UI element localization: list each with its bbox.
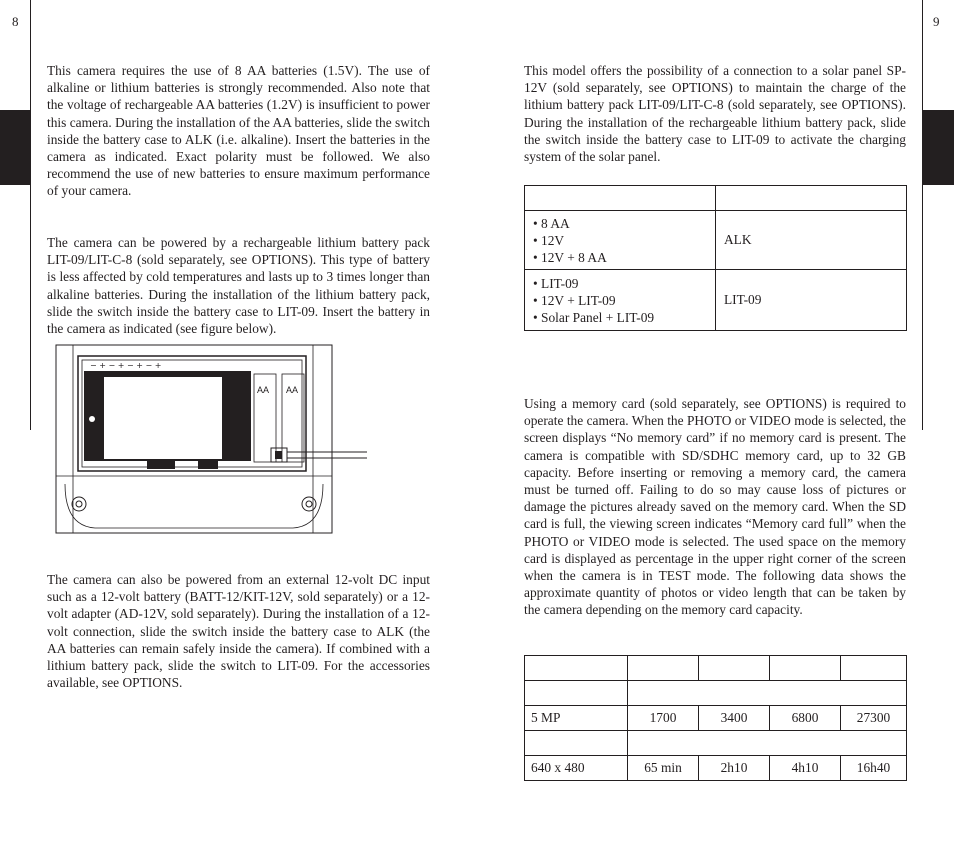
power-source-item: • LIT-09	[533, 275, 579, 291]
memory-table-video-heading-row	[525, 731, 907, 756]
page-number-right: 9	[933, 14, 940, 29]
aa-batteries-paragraph: This camera requires the use of 8 AA batteries (1.5V). The use of alkaline or lithium batteries is strongly recommended. Also note that the voltage of rechargeable AA batteries (1.2V) is insufficient to power this camera. During the installation of the AA batteries, slide the switch inside the battery case to ALK (i.e. alkaline). Insert the batteries in the camera as indicated. Exact polarity must be followed. We also recommend the use of new batteries to ensure maximum performance of your camera.	[47, 63, 430, 199]
memory-capacity-table	[524, 655, 907, 781]
table-cell: 1700	[628, 706, 699, 731]
memory-card-paragraph: Using a memory card (sold separately, see OPTIONS) is required to operate the camera. When the PHOTO or VIDEO mode is selected, the screen displays “No memory card” if no memory card is present. The camera is compatible with SD/SDHC memory card, up to 32 GB capacity. Before inserting or removing a memory card, the camera must be turned off. Failing to do so may cause loss of pictures or damage the pictures already saved on the memory card. When the SD card is full, the viewing screen indicates “Memory card full” when the PHOTO or VIDEO mode is selected. The used space on the memory card is displayed as percentage in the upper right corner of the screen when the camera is in TEST mode. The following data shows the approximate quantity of photos or video length that can be taken by the camera depending on the memory card capacity.	[524, 396, 906, 618]
table-cell: 4h10	[770, 756, 841, 781]
left-thumb-tab	[0, 110, 30, 185]
lithium-battery-paragraph: The camera can be powered by a rechargeable lithium battery pack LIT-09/LIT-C-8 (sold separately, see OPTIONS). This type of battery is less affected by cold temperatures and lasts up to 3 times longer than alkaline batteries. During the installation of the lithium battery pack, slide the switch inside the battery case to LIT-09. Insert the battery in the camera as indicated (see figure below).	[47, 235, 430, 337]
battery-table-sources	[525, 270, 716, 331]
power-source-item: • Solar Panel + LIT-09	[533, 309, 655, 325]
battery-table-sources	[525, 211, 716, 270]
table-cell: 65 min	[628, 756, 699, 781]
external-12v-paragraph: The camera can also be powered from an external 12-volt DC input such as a 12-volt battery (BATT-12/KIT-12V, sold separately) or a 12-volt adapter (AD-12V, sold separately). During the installation of a 12-volt connection, slide the switch inside the battery case to ALK (the AA batteries can remain safely inside the camera). If combined with a lithium battery pack, slide the switch to LIT-09. For the accessories available, see OPTIONS.	[47, 572, 430, 691]
page-number-left: 8	[12, 14, 19, 29]
svg-text:− + − + − + − +: − + − + − + − +	[90, 361, 162, 370]
spypoint-logo: SPYPOINT	[107, 388, 183, 405]
table-cell: 6800	[770, 706, 841, 731]
battery-switch-table	[524, 185, 907, 331]
power-source-item: • 12V	[533, 232, 565, 248]
table-cell: 2h10	[699, 756, 770, 781]
power-source-item: • 12V + 8 AA	[533, 249, 607, 265]
right-margin-line	[922, 0, 923, 430]
table-cell: 3400	[699, 706, 770, 731]
battery-table-setting: ALK	[716, 211, 907, 270]
battery-table-header-source	[525, 186, 716, 211]
table-cell: 16h40	[841, 756, 907, 781]
battery-table-row-alk	[525, 211, 907, 270]
table-cell: 640 x 480	[525, 756, 628, 781]
power-source-item: • 8 AA	[533, 215, 570, 231]
memory-table-photo-heading-row	[525, 681, 907, 706]
left-margin-line	[30, 0, 31, 430]
battery-table-header-row	[525, 186, 907, 211]
table-cell: 27300	[841, 706, 907, 731]
battery-table-row-lit09	[525, 270, 907, 331]
power-source-item: • 12V + LIT-09	[533, 292, 616, 308]
aa-label-2: AA	[286, 385, 299, 395]
aa-label-1: AA	[257, 385, 270, 395]
battery-compartment-figure	[55, 344, 369, 534]
table-cell: 5 MP	[525, 706, 628, 731]
right-thumb-tab	[923, 110, 954, 185]
memory-table-header-row	[525, 656, 907, 681]
solar-panel-paragraph: This model offers the possibility of a connection to a solar panel SP-12V (sold separately, see OPTIONS) to maintain the charge of the lithium battery pack LIT-09/LIT-C-8 (sold separately, see OPTIONS). During the installation of the rechargeable lithium battery pack, slide the switch inside the battery case to LIT-09 to activate the charging system of the solar panel.	[524, 63, 906, 165]
memory-table-photo-row	[525, 706, 907, 731]
battery-table-header-switch	[716, 186, 907, 211]
battery-table-setting: LIT-09	[716, 270, 907, 331]
memory-table-video-row	[525, 756, 907, 781]
